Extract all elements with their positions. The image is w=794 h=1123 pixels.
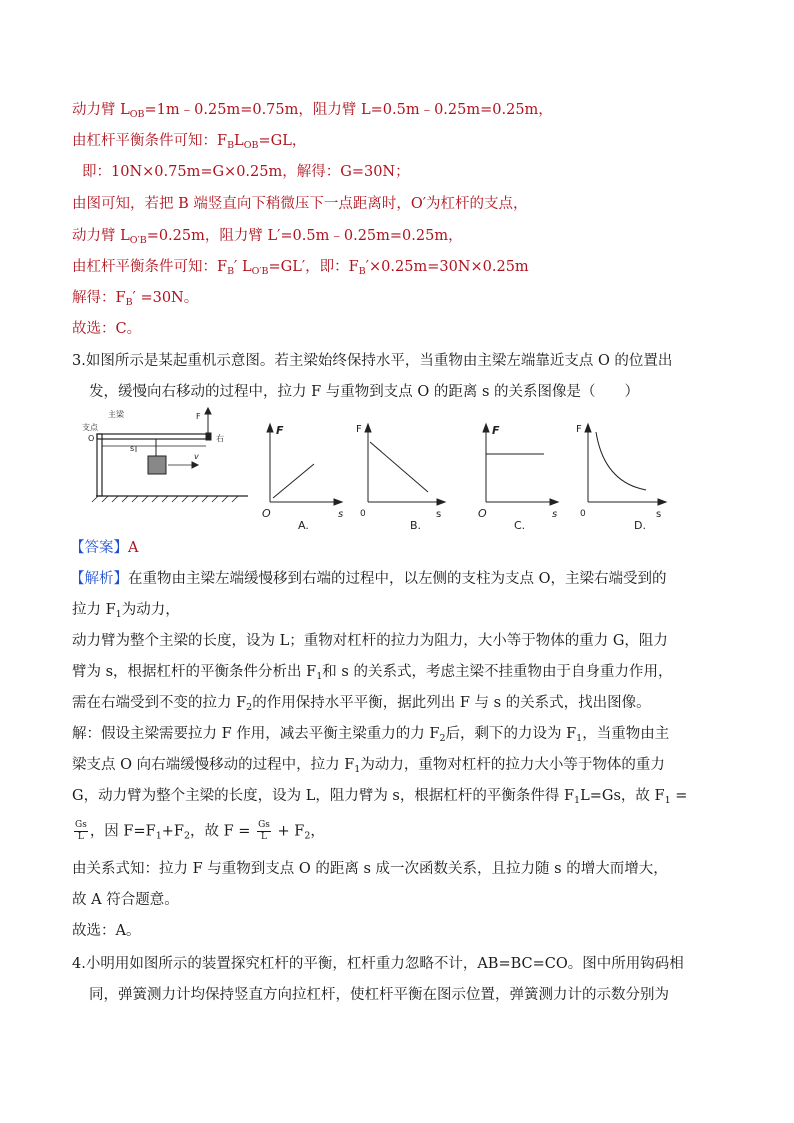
- q3-solution-line-4: $\frac{Gs}{L}$ ，因 $F=F_1+F_2$，故 F = $\frac{Gs}{L}$ + $F_2$，: [75, 820, 325, 842]
- label-o: O: [88, 434, 95, 443]
- q3-analysis-line-4: 臂为 s，根据杠杆的平衡条件分析出 $F_1$和 s 的关系式，考虑主梁不挂重物由于自身重力作用，: [72, 664, 673, 682]
- graph-c-letter: C.: [514, 519, 526, 532]
- graph-b-x-label: s: [436, 509, 442, 520]
- graph-a-origin: O: [262, 507, 271, 520]
- graph-d-y-label: F: [576, 424, 582, 435]
- q3-analysis-line-2: 拉力 $F_1$为动力，: [72, 602, 180, 620]
- label-fulcrum: 支点: [82, 423, 98, 432]
- graph-a-y-label: F: [276, 424, 284, 437]
- solution-line-4: 由图可知，若把 B 端竖直向下稍微压下一点距离时，O′为杠杆的支点，: [72, 196, 528, 212]
- graph-d: [585, 424, 666, 505]
- q3-analysis-line-1: 【解析】在重物由主梁左端缓慢移到右端的过程中，以左侧的支柱为支点 O，主梁右端受到的: [70, 571, 667, 587]
- graph-c-x-label: s: [552, 509, 558, 520]
- q3-figure: [76, 404, 676, 534]
- graph-b-origin: 0: [360, 509, 366, 519]
- q3-solution-line-5: 由关系式知：拉力 F 与重物到支点 O 的距离 s 成一次函数关系，且拉力随 s 的增大而增大，: [72, 861, 668, 877]
- graph-d-origin: 0: [580, 509, 586, 519]
- q3-stem-line-1: 3.如图所示是某起重机示意图。若主梁始终保持水平，当重物由主梁左端靠近支点 O 的位置出: [72, 353, 673, 369]
- graph-d-x-label: s: [656, 509, 662, 520]
- q4-stem-line-1: 4.小明用如图所示的装置探究杠杆的平衡，杠杆重力忽略不计，AB=BC=CO。图中所用钩码相: [72, 956, 684, 972]
- label-v: v: [194, 452, 199, 461]
- crane-diagram: [92, 408, 248, 502]
- solution-line-2: 由杠杆平衡条件可知：$F_BL_{OB}=GL$，: [72, 133, 307, 151]
- graph-a-letter: A.: [298, 519, 309, 532]
- fraction-gs-over-l-2: $\frac{Gs}{L}$: [258, 820, 270, 842]
- graph-b-y-label: F: [356, 424, 362, 435]
- label-s: s: [130, 444, 135, 453]
- q3-analysis-line-5: 需在右端受到不变的拉力 $F_2$的作用保持水平平衡，据此列出 F 与 s 的关系式，找出图像。: [72, 695, 651, 713]
- solution-line-6: 由杠杆平衡条件可知：$F_B'$ $L_{O'B}=GL'$，即：$F_B'\times 0.25m=30N\times 0.25m$: [72, 259, 529, 277]
- graph-c-y-label: F: [492, 424, 500, 437]
- solution-line-8: 故选：C。: [72, 321, 142, 337]
- q3-analysis-line-3: 动力臂为整个主梁的长度，设为 L；重物对杠杆的拉力为阻力，大小等于物体的重力 G，阻力: [72, 633, 668, 649]
- graph-a-x-label: s: [338, 509, 344, 520]
- fraction-gs-over-l: $\frac{Gs}{L}$: [75, 820, 87, 842]
- q3-answer: 【答案】A: [70, 540, 139, 556]
- solution-line-5: 动力臂 $L_{O'B}=0.25m$，阻力臂 L′=0.5m﹣0.25m=0.25m，: [72, 228, 463, 246]
- q3-solution-line-7: 故选：A。: [72, 923, 141, 939]
- label-beam: 主梁: [108, 410, 124, 419]
- q3-solution-line-2: 梁支点 O 向右端缓慢移动的过程中，拉力 $F_1$为动力，重物对杠杆的拉力大小等于物体的重力: [72, 757, 665, 775]
- q4-stem-line-2: 同，弹簧测力计均保持竖直方向拉杠杆，使杠杆平衡在图示位置，弹簧测力计的示数分别为: [89, 987, 669, 1003]
- q3-solution-line-6: 故 A 符合题意。: [72, 892, 179, 908]
- graph-d-letter: D.: [634, 519, 646, 532]
- label-right: 右: [216, 434, 224, 443]
- solution-line-7: 解得：$F_B' =30N$。: [72, 290, 199, 308]
- graph-c-origin: O: [478, 507, 487, 520]
- solution-line-1: 动力臂 $L_{OB}=1m﹣0.25m=0.75m$，阻力臂 L=0.5m﹣0.25m=0.25m，: [72, 102, 553, 120]
- q3-stem-line-2: 发，缓慢向右移动的过程中，拉力 F 与重物到支点 O 的距离 s 的关系图像是（ ）: [89, 384, 640, 400]
- solution-line-3: 即：10N×0.75m=G×0.25m，解得：G=30N；: [82, 164, 410, 180]
- q3-solution-line-1: 解：假设主梁需要拉力 F 作用，减去平衡主梁重力的力 $F_2$后，剩下的力设为 $F_1$，当重物由主: [72, 726, 670, 744]
- q3-solution-line-3: G，动力臂为整个主梁的长度，设为 L，阻力臂为 s，根据杠杆的平衡条件得 $F_1L=Gs$，故 $F_1$ =: [72, 788, 688, 806]
- graph-b: [365, 424, 445, 505]
- label-f: F: [196, 412, 201, 421]
- graph-b-letter: B.: [410, 519, 422, 532]
